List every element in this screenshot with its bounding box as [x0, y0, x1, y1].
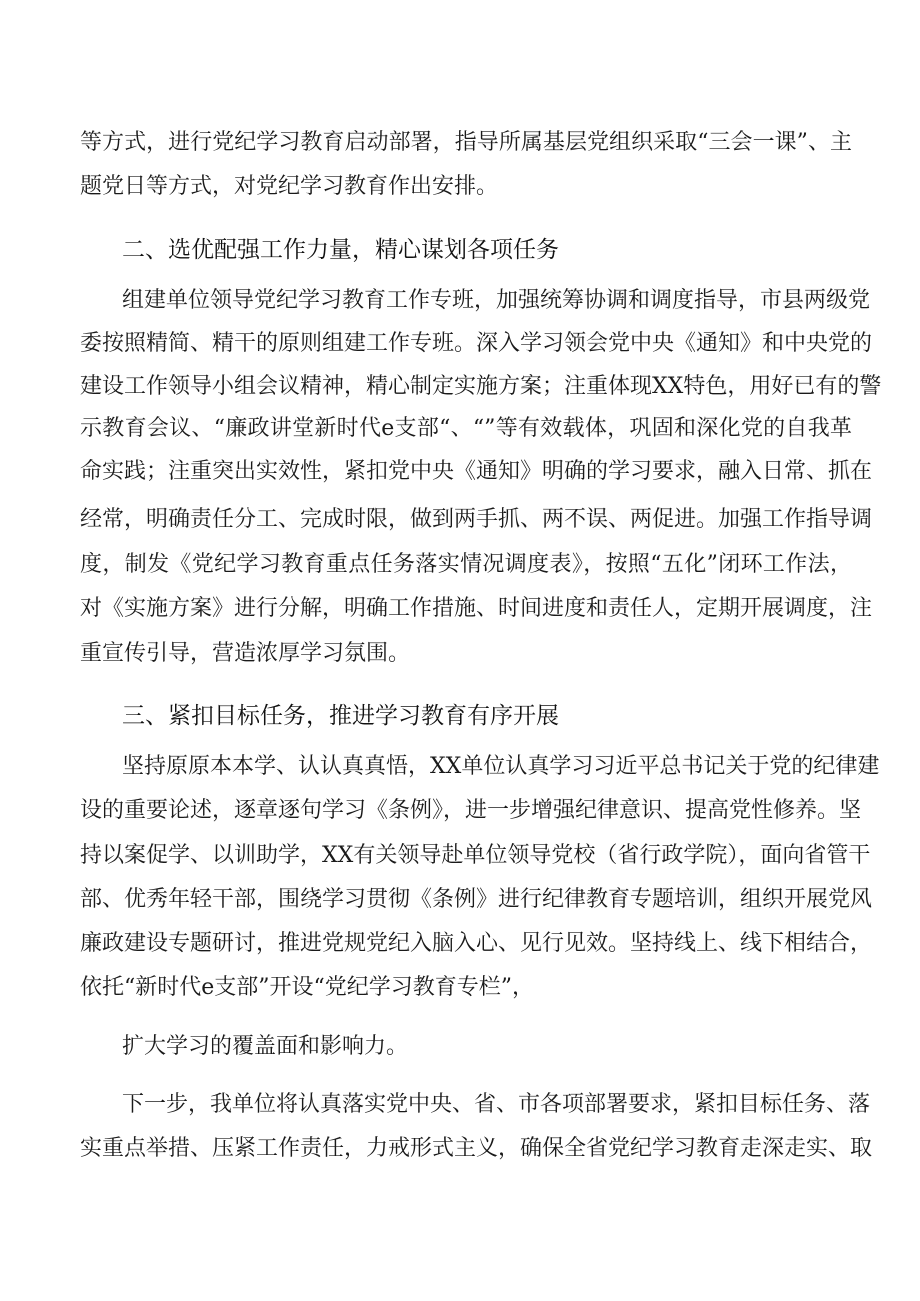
paragraph-line: 命实践；注重突出实效性，紧扣党中央《通知》明确的学习要求，融入日常、抓在 [80, 459, 873, 484]
paragraph-line: 设的重要论述，逐章逐句学习《条例》，进一步增强纪律意识、提高党性修养。坚 [80, 798, 862, 823]
paragraph-line: 扩大学习的覆盖面和影响力。 [122, 1034, 409, 1059]
section-heading-two: 二、选优配强工作力量，精心谋划各项任务 [122, 237, 559, 263]
paragraph-line: 建设工作领导小组会议精神，精心制定实施方案；注重体现XX特色，用好已有的警 [80, 374, 882, 399]
paragraph-line: 坚持原原本本学、认认真真悟，XX单位认真学习习近平总书记关于党的纪律建 [122, 754, 880, 779]
paragraph-line: 组建单位领导党纪学习教育工作专班，加强统筹协调和调度指导，市县两级党 [122, 288, 871, 313]
paragraph-line: 实重点举措、压紧工作责任，力戒形式主义，确保全省党纪学习教育走深走实、取 [80, 1136, 873, 1161]
paragraph-line: 经常，明确责任分工、完成时限，做到两手抓、两不误、两促进。加强工作指导调 [80, 507, 873, 532]
paragraph-line: 持以案促学、以训助学，XX有关领导赴单位领导党校（省行政学院），面向省管干 [80, 843, 871, 868]
paragraph-line: 委按照精简、精干的原则组建工作专班。深入学习领会党中央《通知》和中央党的 [80, 331, 873, 356]
paragraph-line: 等方式，进行党纪学习教育启动部署，指导所属基层党组织采取“三会一课”、主 [80, 130, 852, 155]
paragraph-line: 对《实施方案》进行分解，明确工作措施、时间进度和责任人，定期开展调度，注 [80, 596, 873, 621]
paragraph-line: 部、优秀年轻干部，围绕学习贯彻《条例》进行纪律教育专题培训，组织开展党风 [80, 887, 873, 912]
paragraph-line: 下一步，我单位将认真落实党中央、省、市各项部署要求，紧扣目标任务、落 [122, 1092, 871, 1117]
section-heading-three: 三、紧扣目标任务，推进学习教育有序开展 [122, 703, 559, 729]
paragraph-line: 示教育会议、“廉政讲堂新时代e支部“、“”等有效载体，巩固和深化党的自我革 [80, 416, 852, 441]
paragraph-line: 廉政建设专题研讨，推进党规党纪入脑入心、见行见效。坚持线上、线下相结合， [80, 931, 873, 956]
paragraph-line: 重宣传引导，营造浓厚学习氛围。 [80, 641, 411, 666]
paragraph-line: 题党日等方式，对党纪学习教育作出安排。 [80, 174, 499, 199]
paragraph-line: 度，制发《党纪学习教育重点任务落实情况调度表》，按照“五化”闭环工作法， [80, 552, 852, 577]
paragraph-line: 依托“新时代e支部”开设“党纪学习教育专栏”， [80, 975, 535, 1000]
